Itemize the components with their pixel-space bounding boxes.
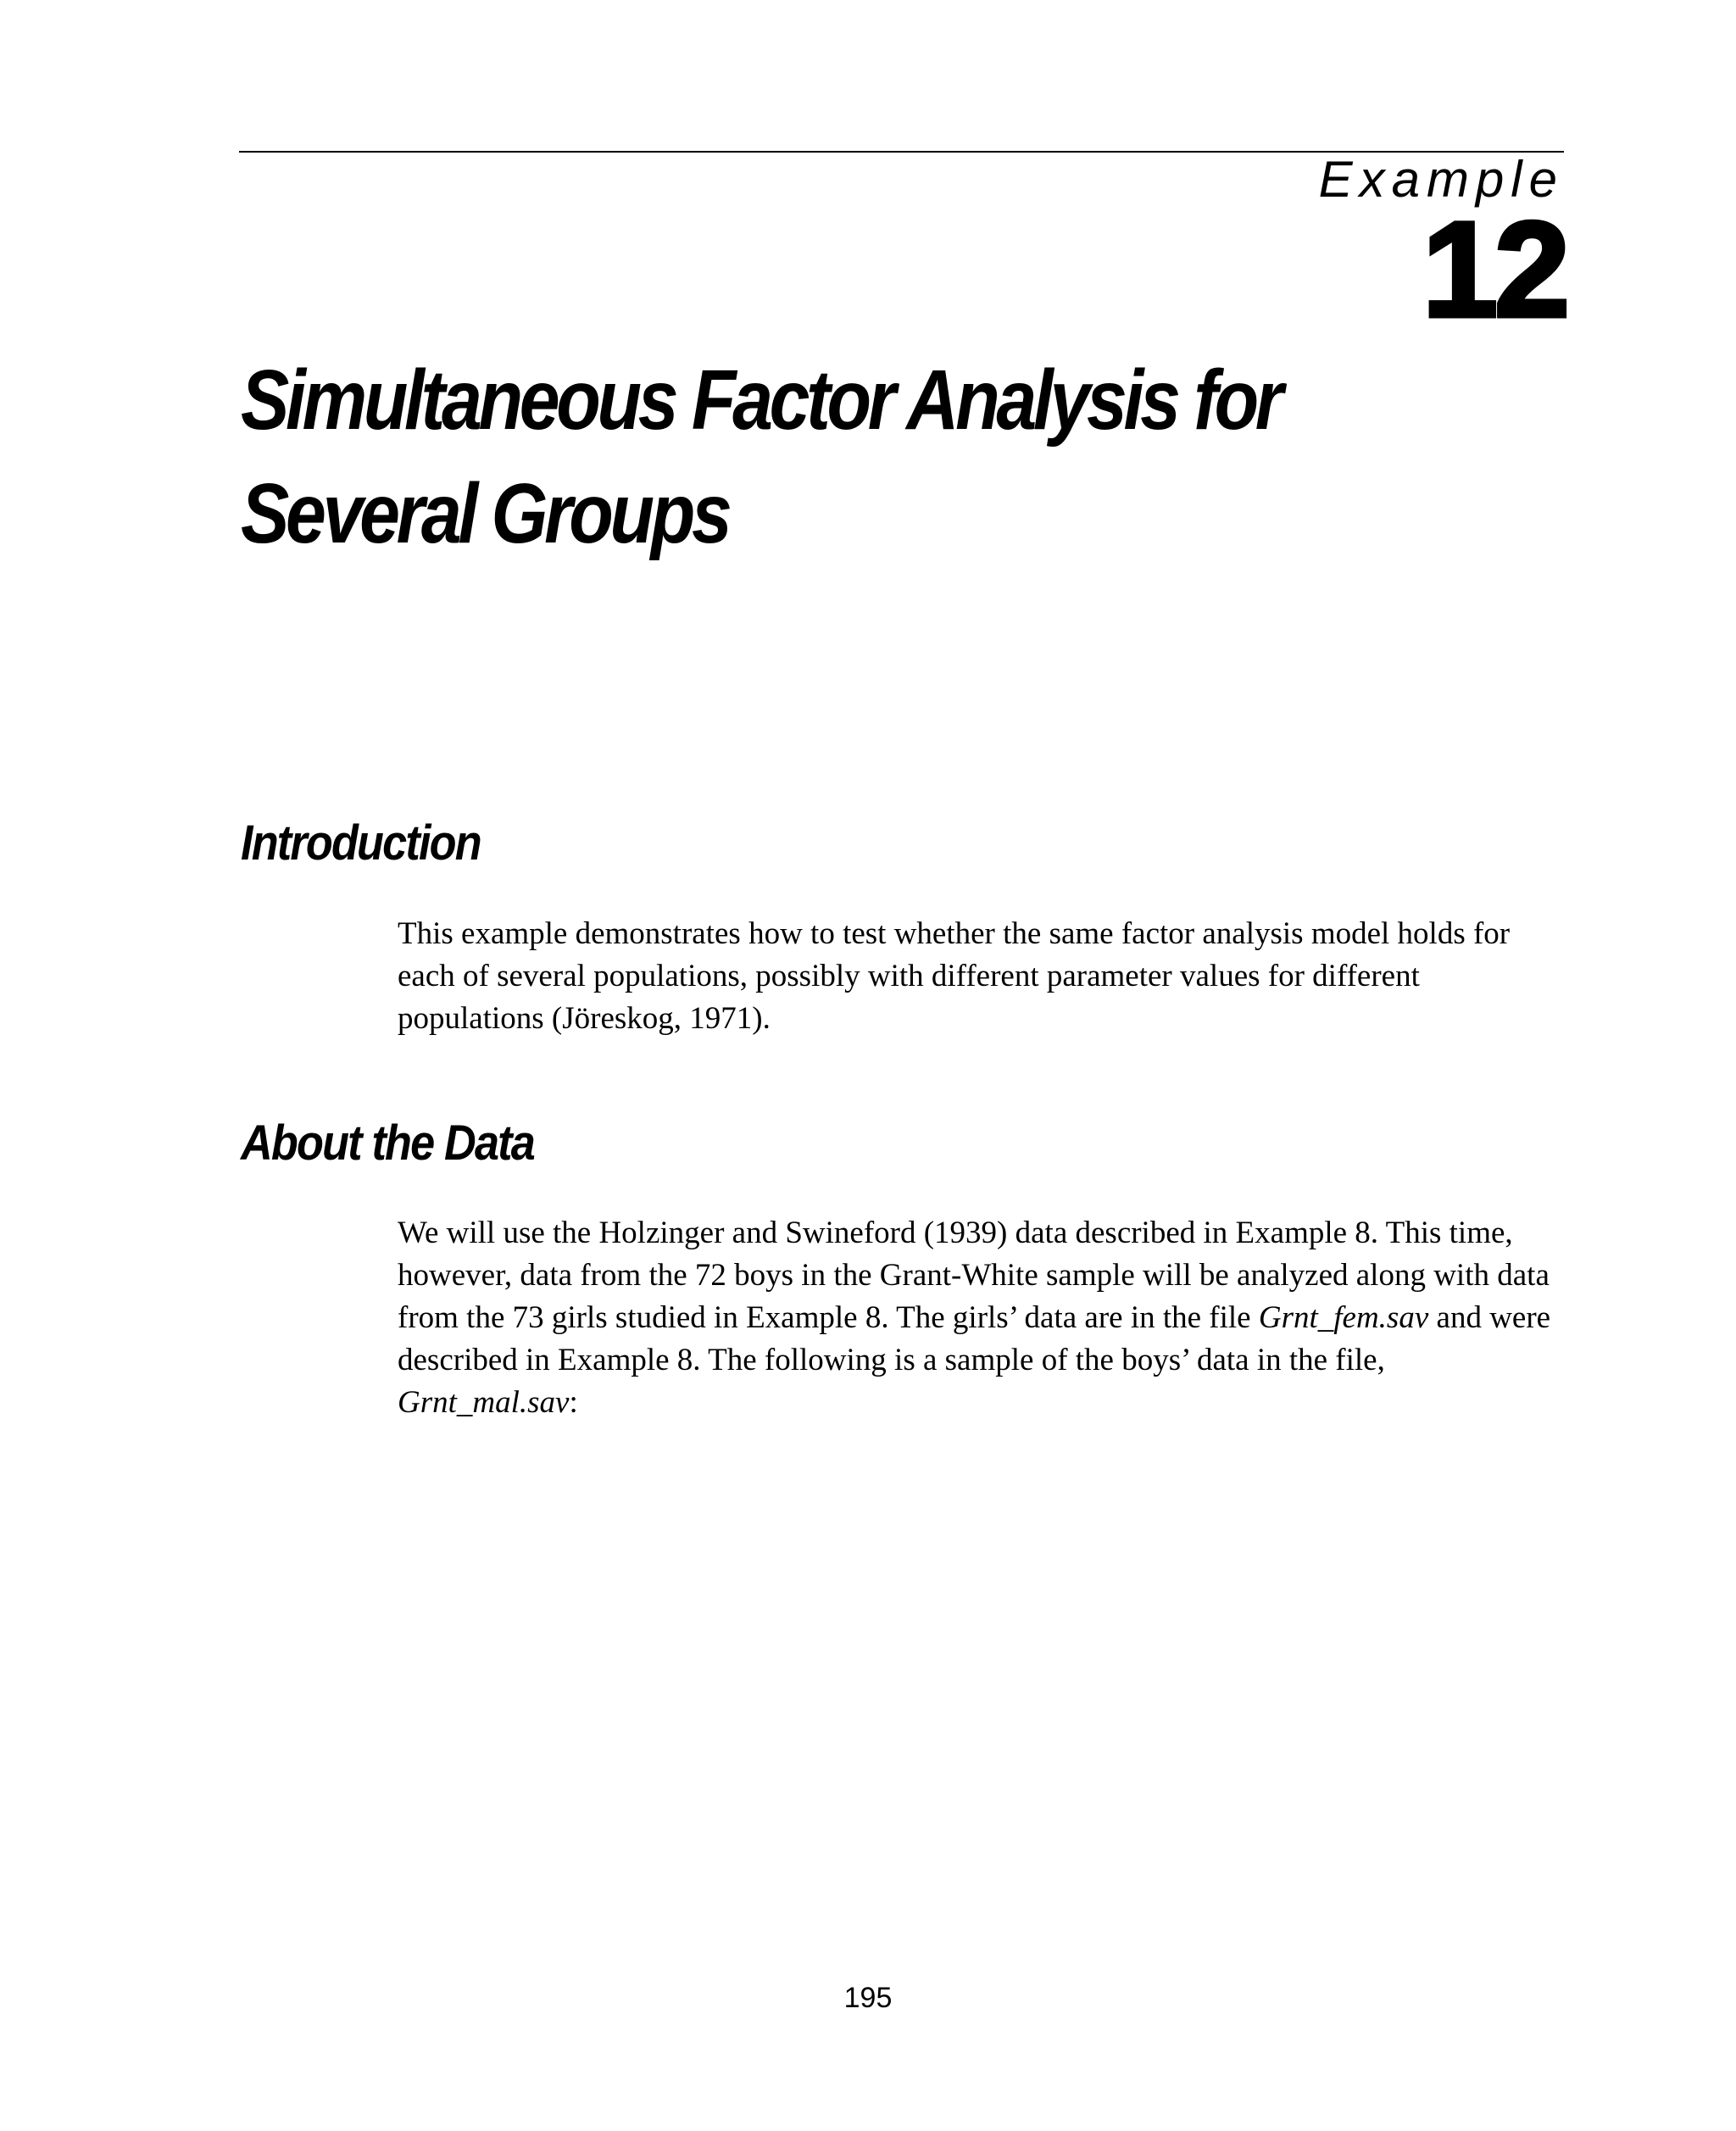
- file-name-girls: Grnt_fem.sav: [1258, 1300, 1429, 1335]
- data-text-part-2: and were described in Example 8. The following is a sample of the boys’ data in the file,: [398, 1300, 1551, 1377]
- about-the-data-heading: About the Data: [241, 1116, 534, 1171]
- chapter-title-line-1: Simultaneous Factor Analysis for: [241, 353, 1280, 448]
- page-number: 195: [843, 1982, 893, 2014]
- introduction-heading: Introduction: [241, 815, 481, 871]
- data-text-part-1: We will use the Holzinger and Swineford (1939) data described in Example 8. This time, however, data from the 72 boys in the Grant-White sample will be analyzed along with data from the 73 girls studied in Example 8. The girls’ data are in the file: [398, 1216, 1550, 1335]
- chapter-title-line-2: Several Groups: [241, 466, 729, 561]
- chapter-title: [241, 343, 1334, 570]
- data-text-part-3: :: [569, 1385, 578, 1420]
- about-the-data-paragraph: [398, 1212, 1567, 1424]
- file-name-boys: Grnt_mal.sav: [398, 1385, 570, 1420]
- example-number: 12: [1422, 193, 1566, 345]
- example-label: Example: [1318, 151, 1564, 208]
- introduction-paragraph: This example demonstrates how to test whether the same factor analysis model holds for each of several populations, possibly with different parameter values for different populations (Jöreskog, 1971).: [398, 916, 1511, 1036]
